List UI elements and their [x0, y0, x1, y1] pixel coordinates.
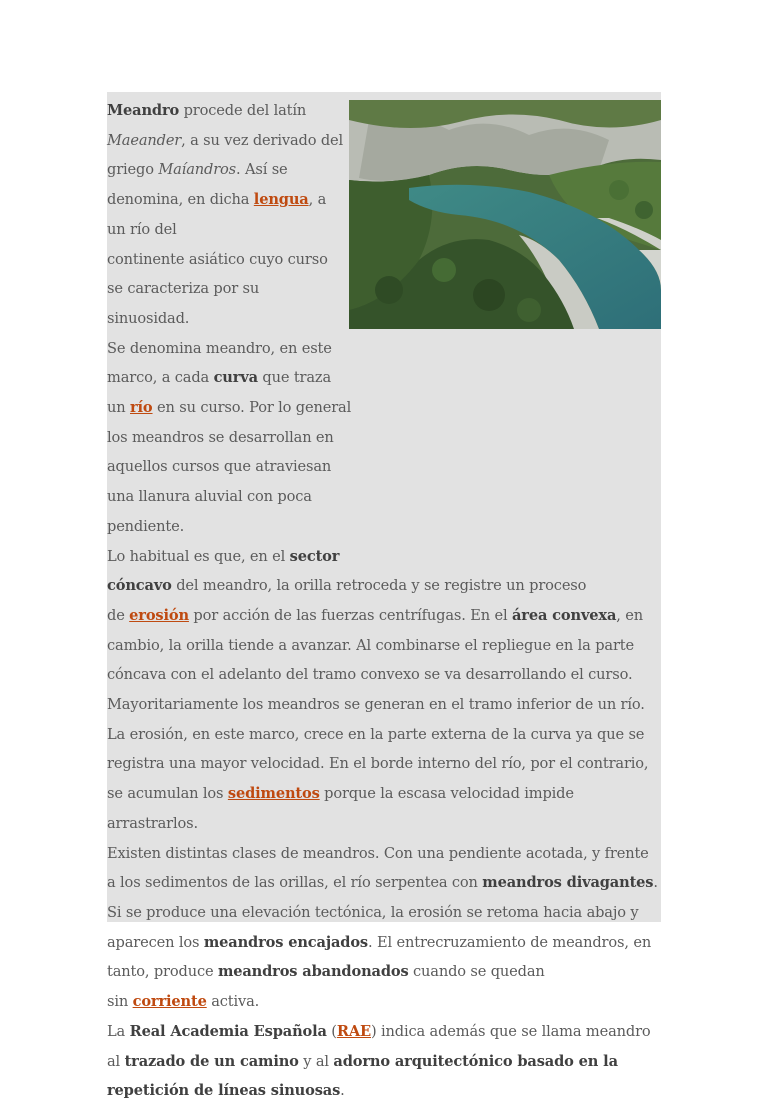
- article-body: [107, 96, 661, 1106]
- link-sedimentos[interactable]: sedimentos: [227, 785, 320, 803]
- paragraph-erosion: Lo habitual es que, en el sector cóncavo del meandro, la orilla retroceda y se registre un proceso de erosión por acción de las fuerzas centrífugas. En el área convexa, en cambio, la orilla tiende a avanzar. Al combinarse el repliegue en la parte cóncava con el adelanto del tramo convexo se va desarrollando el curso.: [107, 547, 644, 684]
- paragraph-origin: Meandro procede del latín Maeander, a su vez derivado del griego Maíandros. Así se denomina, en dicha lengua, a un río del continente asiático cuyo curso se caracteriza por su sinuosidad.: [107, 102, 344, 327]
- link-corriente[interactable]: corriente: [132, 993, 207, 1011]
- paragraph-types: Existen distintas clases de meandros. Con una pendiente acotada, y frente a los sedimentos de las orillas, el río serpentea con meandros divagantes. Si se produce una elevación tectónica, la erosión se retoma hacia abajo y aparecen los meandros encajados. El entrecruzamiento de meandros, en tanto, produce meandros abandonados cuando se quedan sin corriente activa.: [107, 844, 658, 1011]
- river-meander-image: [349, 100, 661, 329]
- paragraph-definition: Se denomina meandro, en este marco, a cada curva que traza un río en su curso. Por lo general los meandros se desarrollan en aquellos cursos que atraviesan una llanura aluvial con poca pendiente.: [107, 339, 352, 535]
- link-rae[interactable]: RAE: [336, 1022, 371, 1040]
- paragraph-sediments: Mayoritariamente los meandros se generan en el tramo inferior de un río. La erosión, en este marco, crece en la parte externa de la curva ya que se registra una mayor velocidad. En el borde interno del río, por el contrario, se acumulan los sedimentos porque la escasa velocidad impide arrastrarlos.: [107, 696, 649, 832]
- river-meander-photo: [349, 100, 661, 329]
- term-meandro: Meandro: [107, 102, 180, 119]
- paragraph-rae: La Real Academia Española (RAE) indica además que se llama meandro al trazado de un camino y al adorno arquitectónico basado en la repetición de líneas sinuosas.: [107, 1022, 651, 1100]
- document-page: [107, 92, 661, 1100]
- link-erosion[interactable]: erosión: [129, 606, 189, 624]
- link-lengua[interactable]: lengua: [253, 191, 309, 209]
- link-rio[interactable]: río: [130, 399, 153, 417]
